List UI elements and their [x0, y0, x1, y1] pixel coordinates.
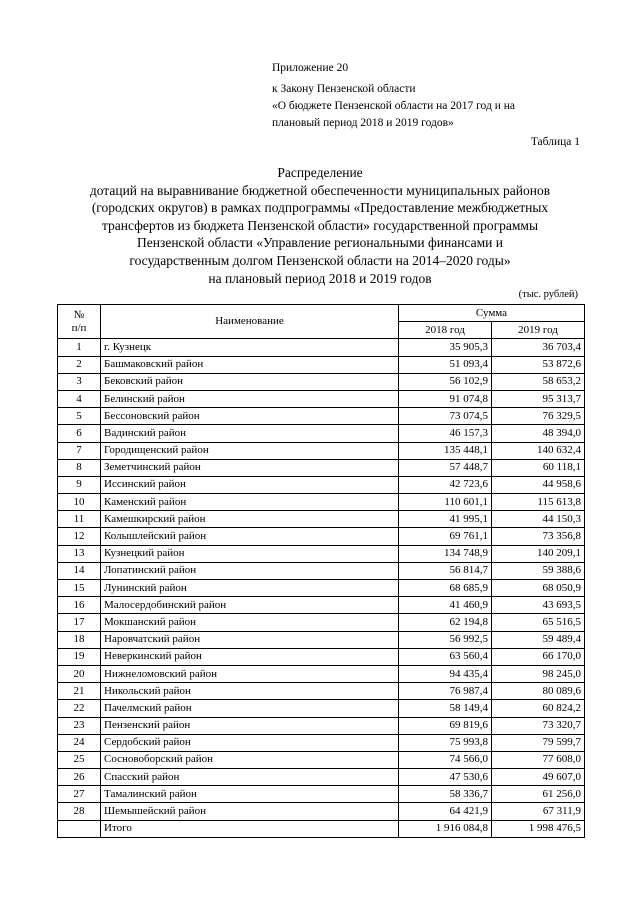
row-name: Земетчинский район	[101, 459, 399, 476]
table-row	[58, 597, 585, 614]
table-row	[58, 459, 585, 476]
row-value-2018: 68 685,9	[399, 580, 492, 597]
table-row	[58, 734, 585, 751]
row-value-2019: 66 170,0	[492, 648, 585, 665]
title-line: на плановый период 2018 и 2019 годов	[208, 270, 432, 286]
title-line: трансфертов из бюджета Пензенской области» государственной программы	[101, 217, 539, 233]
row-number: 13	[58, 545, 101, 562]
row-number: 20	[58, 665, 101, 682]
row-number: 25	[58, 751, 101, 768]
row-value-2018: 57 448,7	[399, 459, 492, 476]
row-value-2018: 56 102,9	[399, 373, 492, 390]
row-name: Башмаковский район	[101, 356, 399, 373]
row-value-2019: 1 998 476,5	[492, 820, 585, 837]
row-number: 22	[58, 700, 101, 717]
row-value-2018: 47 530,6	[399, 769, 492, 786]
row-name: Нижнеломовский район	[101, 665, 399, 682]
row-number: 23	[58, 717, 101, 734]
table-row	[58, 511, 585, 528]
row-number: 8	[58, 459, 101, 476]
table-row	[58, 408, 585, 425]
row-number: 14	[58, 562, 101, 579]
row-number: 1	[58, 339, 101, 356]
row-number: 28	[58, 803, 101, 820]
row-value-2018: 58 336,7	[399, 786, 492, 803]
row-value-2018: 134 748,9	[399, 545, 492, 562]
title-line: дотаций на выравнивание бюджетной обеспеченности муниципальных районов	[89, 182, 551, 198]
row-number: 15	[58, 580, 101, 597]
row-value-2018: 41 460,9	[399, 597, 492, 614]
row-name: Иссинский район	[101, 476, 399, 493]
row-number: 17	[58, 614, 101, 631]
table-row	[58, 665, 585, 682]
row-name: Сердобский район	[101, 734, 399, 751]
header-num	[58, 305, 101, 339]
row-value-2018: 76 987,4	[399, 683, 492, 700]
row-value-2018: 75 993,8	[399, 734, 492, 751]
row-value-2019: 59 489,4	[492, 631, 585, 648]
table-row	[58, 476, 585, 493]
row-value-2018: 63 560,4	[399, 648, 492, 665]
row-value-2019: 43 693,5	[492, 597, 585, 614]
row-value-2019: 65 516,5	[492, 614, 585, 631]
table-row	[58, 648, 585, 665]
table-row	[58, 356, 585, 373]
units-label: (тыс. рублей)	[518, 289, 578, 300]
header-2019: 2019 год	[492, 322, 585, 339]
table-row	[58, 390, 585, 407]
row-value-2018: 94 435,4	[399, 665, 492, 682]
row-name: Камешкирский район	[101, 511, 399, 528]
row-number: 12	[58, 528, 101, 545]
row-value-2019: 67 311,9	[492, 803, 585, 820]
table-row	[58, 373, 585, 390]
row-value-2019: 76 329,5	[492, 408, 585, 425]
distribution-table	[57, 304, 585, 838]
row-value-2019: 98 245,0	[492, 665, 585, 682]
row-value-2019: 48 394,0	[492, 425, 585, 442]
table-row	[58, 580, 585, 597]
table-row	[58, 545, 585, 562]
table-row	[58, 425, 585, 442]
row-name: Мокшанский район	[101, 614, 399, 631]
row-value-2018: 69 819,6	[399, 717, 492, 734]
row-name: Тамалинский район	[101, 786, 399, 803]
row-name: Лопатинский район	[101, 562, 399, 579]
row-value-2019: 53 872,6	[492, 356, 585, 373]
row-value-2019: 95 313,7	[492, 390, 585, 407]
row-name: г. Кузнецк	[101, 339, 399, 356]
row-number: 3	[58, 373, 101, 390]
row-name: Пачелмский район	[101, 700, 399, 717]
appendix-note	[272, 60, 515, 132]
row-number: 5	[58, 408, 101, 425]
row-number: 21	[58, 683, 101, 700]
row-value-2018: 110 601,1	[399, 494, 492, 511]
row-number: 26	[58, 769, 101, 786]
row-value-2019: 36 703,4	[492, 339, 585, 356]
row-value-2018: 73 074,5	[399, 408, 492, 425]
table-row	[58, 786, 585, 803]
title-line: Распределение	[277, 165, 363, 180]
table-row	[58, 803, 585, 820]
row-number: 7	[58, 442, 101, 459]
row-value-2019: 58 653,2	[492, 373, 585, 390]
table-row	[58, 442, 585, 459]
document-title	[40, 164, 600, 287]
header-num-line: п/п	[71, 321, 87, 334]
row-number: 2	[58, 356, 101, 373]
row-value-2018: 51 093,4	[399, 356, 492, 373]
row-number: 27	[58, 786, 101, 803]
row-value-2019: 44 150,3	[492, 511, 585, 528]
row-name: Спасский район	[101, 769, 399, 786]
row-name: Белинский район	[101, 390, 399, 407]
table-row	[58, 528, 585, 545]
table-row	[58, 339, 585, 356]
row-name: Бековский район	[101, 373, 399, 390]
row-value-2019: 140 632,4	[492, 442, 585, 459]
table-row	[58, 751, 585, 768]
row-value-2018: 56 992,5	[399, 631, 492, 648]
row-value-2019: 60 824,2	[492, 700, 585, 717]
table-label: Таблица 1	[530, 136, 580, 148]
row-value-2019: 77 608,0	[492, 751, 585, 768]
row-number: 6	[58, 425, 101, 442]
row-number: 9	[58, 476, 101, 493]
row-name: Сосновоборский район	[101, 751, 399, 768]
row-name: Вадинский район	[101, 425, 399, 442]
row-name: Шемышейский район	[101, 803, 399, 820]
row-name: Итого	[101, 820, 399, 837]
row-name: Городищенский район	[101, 442, 399, 459]
row-name: Никольский район	[101, 683, 399, 700]
row-name: Колышлейский район	[101, 528, 399, 545]
row-value-2018: 46 157,3	[399, 425, 492, 442]
row-number: 10	[58, 494, 101, 511]
row-name: Наровчатский район	[101, 631, 399, 648]
row-value-2019: 61 256,0	[492, 786, 585, 803]
row-value-2019: 60 118,1	[492, 459, 585, 476]
header-name: Наименование	[101, 305, 399, 339]
table-row	[58, 769, 585, 786]
table-row	[58, 683, 585, 700]
row-value-2019: 44 958,6	[492, 476, 585, 493]
title-line: Пензенской области «Управление региональными финансами и	[137, 235, 503, 251]
row-name: Каменский район	[101, 494, 399, 511]
row-value-2019: 49 607,0	[492, 769, 585, 786]
table-row	[58, 614, 585, 631]
table-row	[58, 494, 585, 511]
row-value-2019: 115 613,8	[492, 494, 585, 511]
row-value-2019: 79 599,7	[492, 734, 585, 751]
row-value-2018: 42 723,6	[399, 476, 492, 493]
row-value-2018: 74 566,0	[399, 751, 492, 768]
row-value-2018: 41 995,1	[399, 511, 492, 528]
total-row	[58, 820, 585, 837]
row-name: Бессоновский район	[101, 408, 399, 425]
row-value-2019: 68 050,9	[492, 580, 585, 597]
appendix-line: к Закону Пензенской области	[272, 83, 416, 95]
row-value-2018: 58 149,4	[399, 700, 492, 717]
row-number: 19	[58, 648, 101, 665]
appendix-line: «О бюджете Пензенской области на 2017 год и на	[272, 100, 515, 112]
row-name: Неверкинский район	[101, 648, 399, 665]
row-number: 4	[58, 390, 101, 407]
row-name: Пензенский район	[101, 717, 399, 734]
row-value-2018: 62 194,8	[399, 614, 492, 631]
row-number: 18	[58, 631, 101, 648]
row-value-2018: 69 761,1	[399, 528, 492, 545]
header-num-line: №	[73, 308, 85, 321]
row-value-2019: 73 320,7	[492, 717, 585, 734]
title-line: государственным долгом Пензенской области на 2014–2020 годы»	[129, 252, 511, 268]
row-number: 24	[58, 734, 101, 751]
header-sum: Сумма	[399, 305, 585, 322]
row-value-2019: 73 356,8	[492, 528, 585, 545]
table-row	[58, 631, 585, 648]
row-value-2019: 59 388,6	[492, 562, 585, 579]
row-value-2018: 56 814,7	[399, 562, 492, 579]
row-number	[58, 820, 101, 837]
row-name: Лунинский район	[101, 580, 399, 597]
row-value-2019: 80 089,6	[492, 683, 585, 700]
row-name: Малосердобинский район	[101, 597, 399, 614]
table-row	[58, 562, 585, 579]
title-line: (городских округов) в рамках подпрограммы «Предоставление межбюджетных	[91, 200, 549, 216]
row-value-2018: 35 905,3	[399, 339, 492, 356]
table-row	[58, 717, 585, 734]
row-value-2018: 64 421,9	[399, 803, 492, 820]
row-number: 16	[58, 597, 101, 614]
table-row	[58, 700, 585, 717]
row-number: 11	[58, 511, 101, 528]
appendix-line: Приложение 20	[272, 62, 349, 74]
row-name: Кузнецкий район	[101, 545, 399, 562]
row-value-2018: 135 448,1	[399, 442, 492, 459]
row-value-2018: 91 074,8	[399, 390, 492, 407]
appendix-line: плановый период 2018 и 2019 годов»	[272, 117, 454, 129]
row-value-2018: 1 916 084,8	[399, 820, 492, 837]
header-2018: 2018 год	[399, 322, 492, 339]
row-value-2019: 140 209,1	[492, 545, 585, 562]
